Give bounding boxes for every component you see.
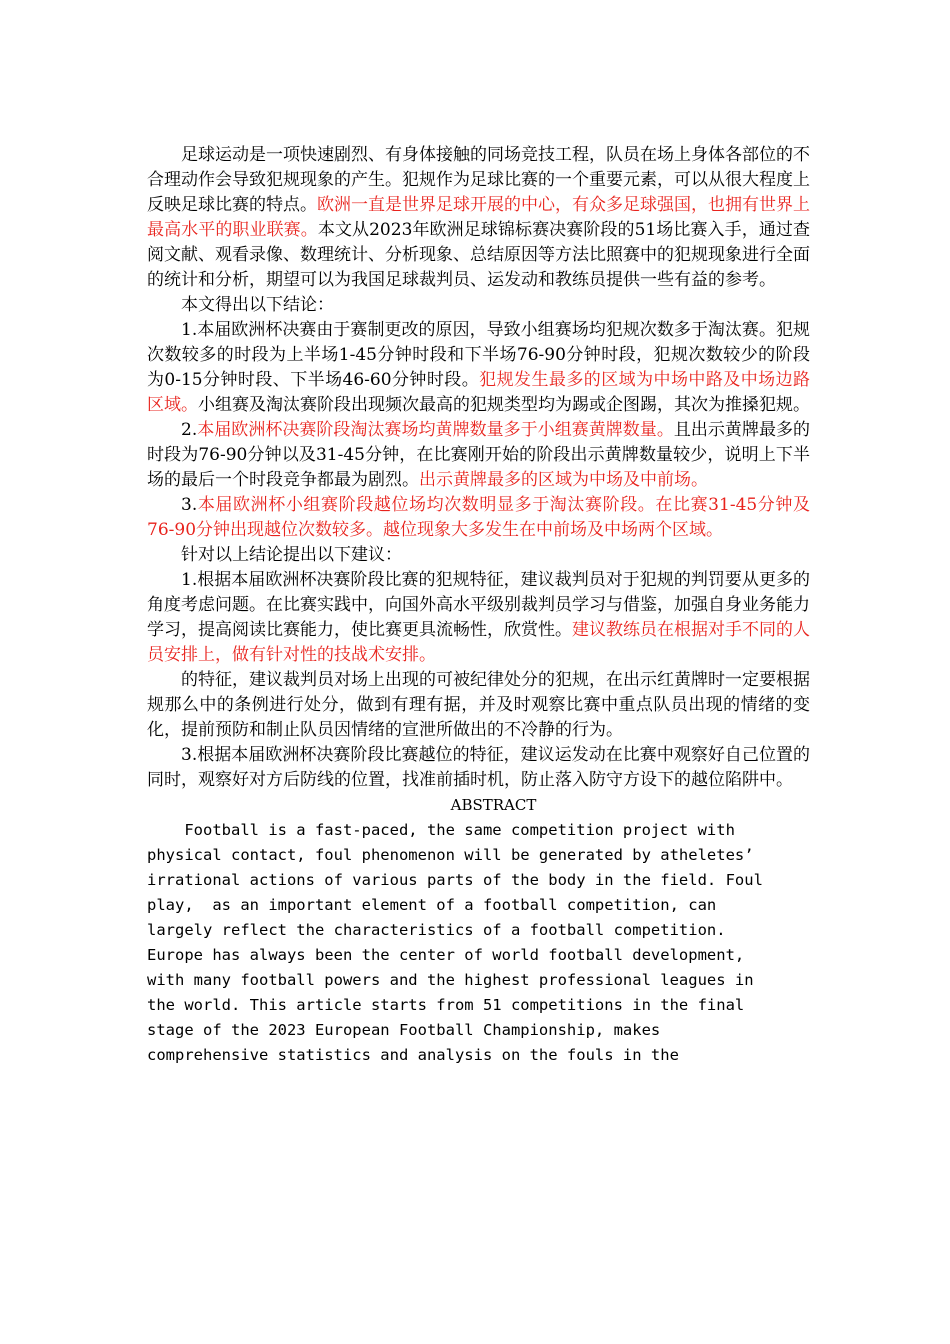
paragraph-text: 3.根据本届欧洲杯决赛阶段比赛越位的特征，建议运发动在比赛中观察好自己位置的同时，观察好对方后防线的位置，找准前插时机，防止落入防守方设下的越位陷阱中。 [147, 745, 810, 790]
body-paragraph [147, 493, 810, 543]
highlighted-text: 出示黄牌最多的区域为中场及中前场。 [419, 470, 708, 490]
paragraph-text: 3. [181, 495, 198, 515]
paragraph-text: 2. [181, 420, 198, 440]
highlighted-text: 本届欧洲杯决赛阶段淘汰赛场均黄牌数量多于小组赛黄牌数量。 [197, 420, 674, 440]
highlighted-text: 犯规发生最多的区域为中场中路及中场边路区域。 [147, 370, 811, 415]
highlighted-text: 欧洲一直是世界足球开展的中心，有众多足球强国，也拥有世界上最高水平的职业联赛。 [147, 195, 810, 240]
body-paragraph [147, 143, 810, 293]
abstract-line: the world. This article starts from 51 competitions in the final [147, 996, 745, 1014]
abstract-title: ABSTRACT [450, 796, 537, 814]
abstract-body [147, 818, 787, 1068]
document-page [147, 143, 810, 1068]
abstract-line: physical contact, foul phenomenon will be generated by atheletes’ [147, 846, 754, 864]
abstract-line: largely reflect the characteristics of a football competition. [147, 921, 726, 939]
body-paragraph [147, 543, 810, 568]
abstract-line: with many football powers and the highest professional leagues in [147, 971, 754, 989]
paragraph-text: 1.本届欧洲杯决赛由于赛制更改的原因，导致小组赛场均犯规次数多于淘汰赛。犯规次数较多的时段为上半场1-45分钟时段和下半场76-90分钟时段，犯规次数较少的阶段为0-15分钟时段、下半场46-60分钟时段。 [147, 320, 810, 390]
paragraph-text: 的特征，建议裁判员对场上出现的可被纪律处分的犯规，在出示红黄牌时一定要根据规那么中的条例进行处分，做到有理有据，并及时观察比赛中重点队员出现的情绪的变化，提前预防和制止队员因情绪的宣泄所做出的不冷静的行为。 [147, 670, 810, 740]
body-paragraph [147, 293, 810, 318]
abstract-line: play, as an important element of a football competition, can [147, 896, 717, 914]
highlighted-text: 建议教练员在根据对手不同的人员安排上，做有针对性的技战术安排。 [147, 620, 810, 665]
abstract-line: stage of the 2023 European Football Championship, makes [147, 1021, 661, 1039]
abstract-line: irrational actions of various parts of the body in the field. Foul [147, 871, 763, 889]
highlighted-text: 本届欧洲杯小组赛阶段越位场均次数明显多于淘汰赛阶段。在比赛31-45分钟及76-90分钟出现越位次数较多。越位现象大多发生在中前场及中场两个区域。 [147, 495, 810, 540]
paragraph-text: 足球运动是一项快速剧烈、有身体接触的同场竞技工程，队员在场上身体各部位的不合理动作会导致犯规现象的产生。犯规作为足球比赛的一个重要元素，可以从很大程度上反映足球比赛的特点。 [147, 145, 810, 215]
abstract-line: Europe has always been the center of world football development, [147, 946, 745, 964]
paragraph-text: 1.根据本届欧洲杯决赛阶段比赛的犯规特征，建议裁判员对于犯规的判罚要从更多的角度考虑问题。在比赛实践中，向国外高水平级别裁判员学习与借鉴，加强自身业务能力学习，提高阅读比赛能力，使比赛更具流畅性，欣赏性。 [147, 570, 810, 640]
paragraph-text: 针对以上结论提出以下建议： [181, 545, 402, 565]
paragraph-text: 且出示黄牌最多的时段为76-90分钟以及31-45分钟，在比赛刚开始的阶段出示黄牌数量较少，说明上下半场的最后一个时段竞争都最为剧烈。 [147, 420, 811, 490]
body-paragraph [147, 418, 810, 493]
chinese-body [147, 143, 810, 793]
body-paragraph [147, 568, 810, 668]
body-paragraph [147, 743, 810, 793]
body-paragraph [147, 668, 810, 743]
paragraph-text: 本文得出以下结论： [181, 295, 334, 315]
abstract-line: comprehensive statistics and analysis on the fouls in the [147, 1046, 679, 1064]
body-paragraph [147, 318, 810, 418]
paragraph-text: 小组赛及淘汰赛阶段出现频次最高的犯规类型均为踢或企图踢，其次为推搡犯规。 [198, 395, 810, 415]
abstract-line: Football is a fast-paced, the same competition project with [147, 821, 735, 839]
paragraph-text: 本文从2023年欧洲足球锦标赛决赛阶段的51场比赛入手，通过查阅文献、观看录像、数理统计、分析现象、总结原因等方法比照赛中的犯规现象进行全面的统计和分析，期望可以为我国足球裁判员、运发动和教练员提供一些有益的参考。 [147, 220, 810, 290]
